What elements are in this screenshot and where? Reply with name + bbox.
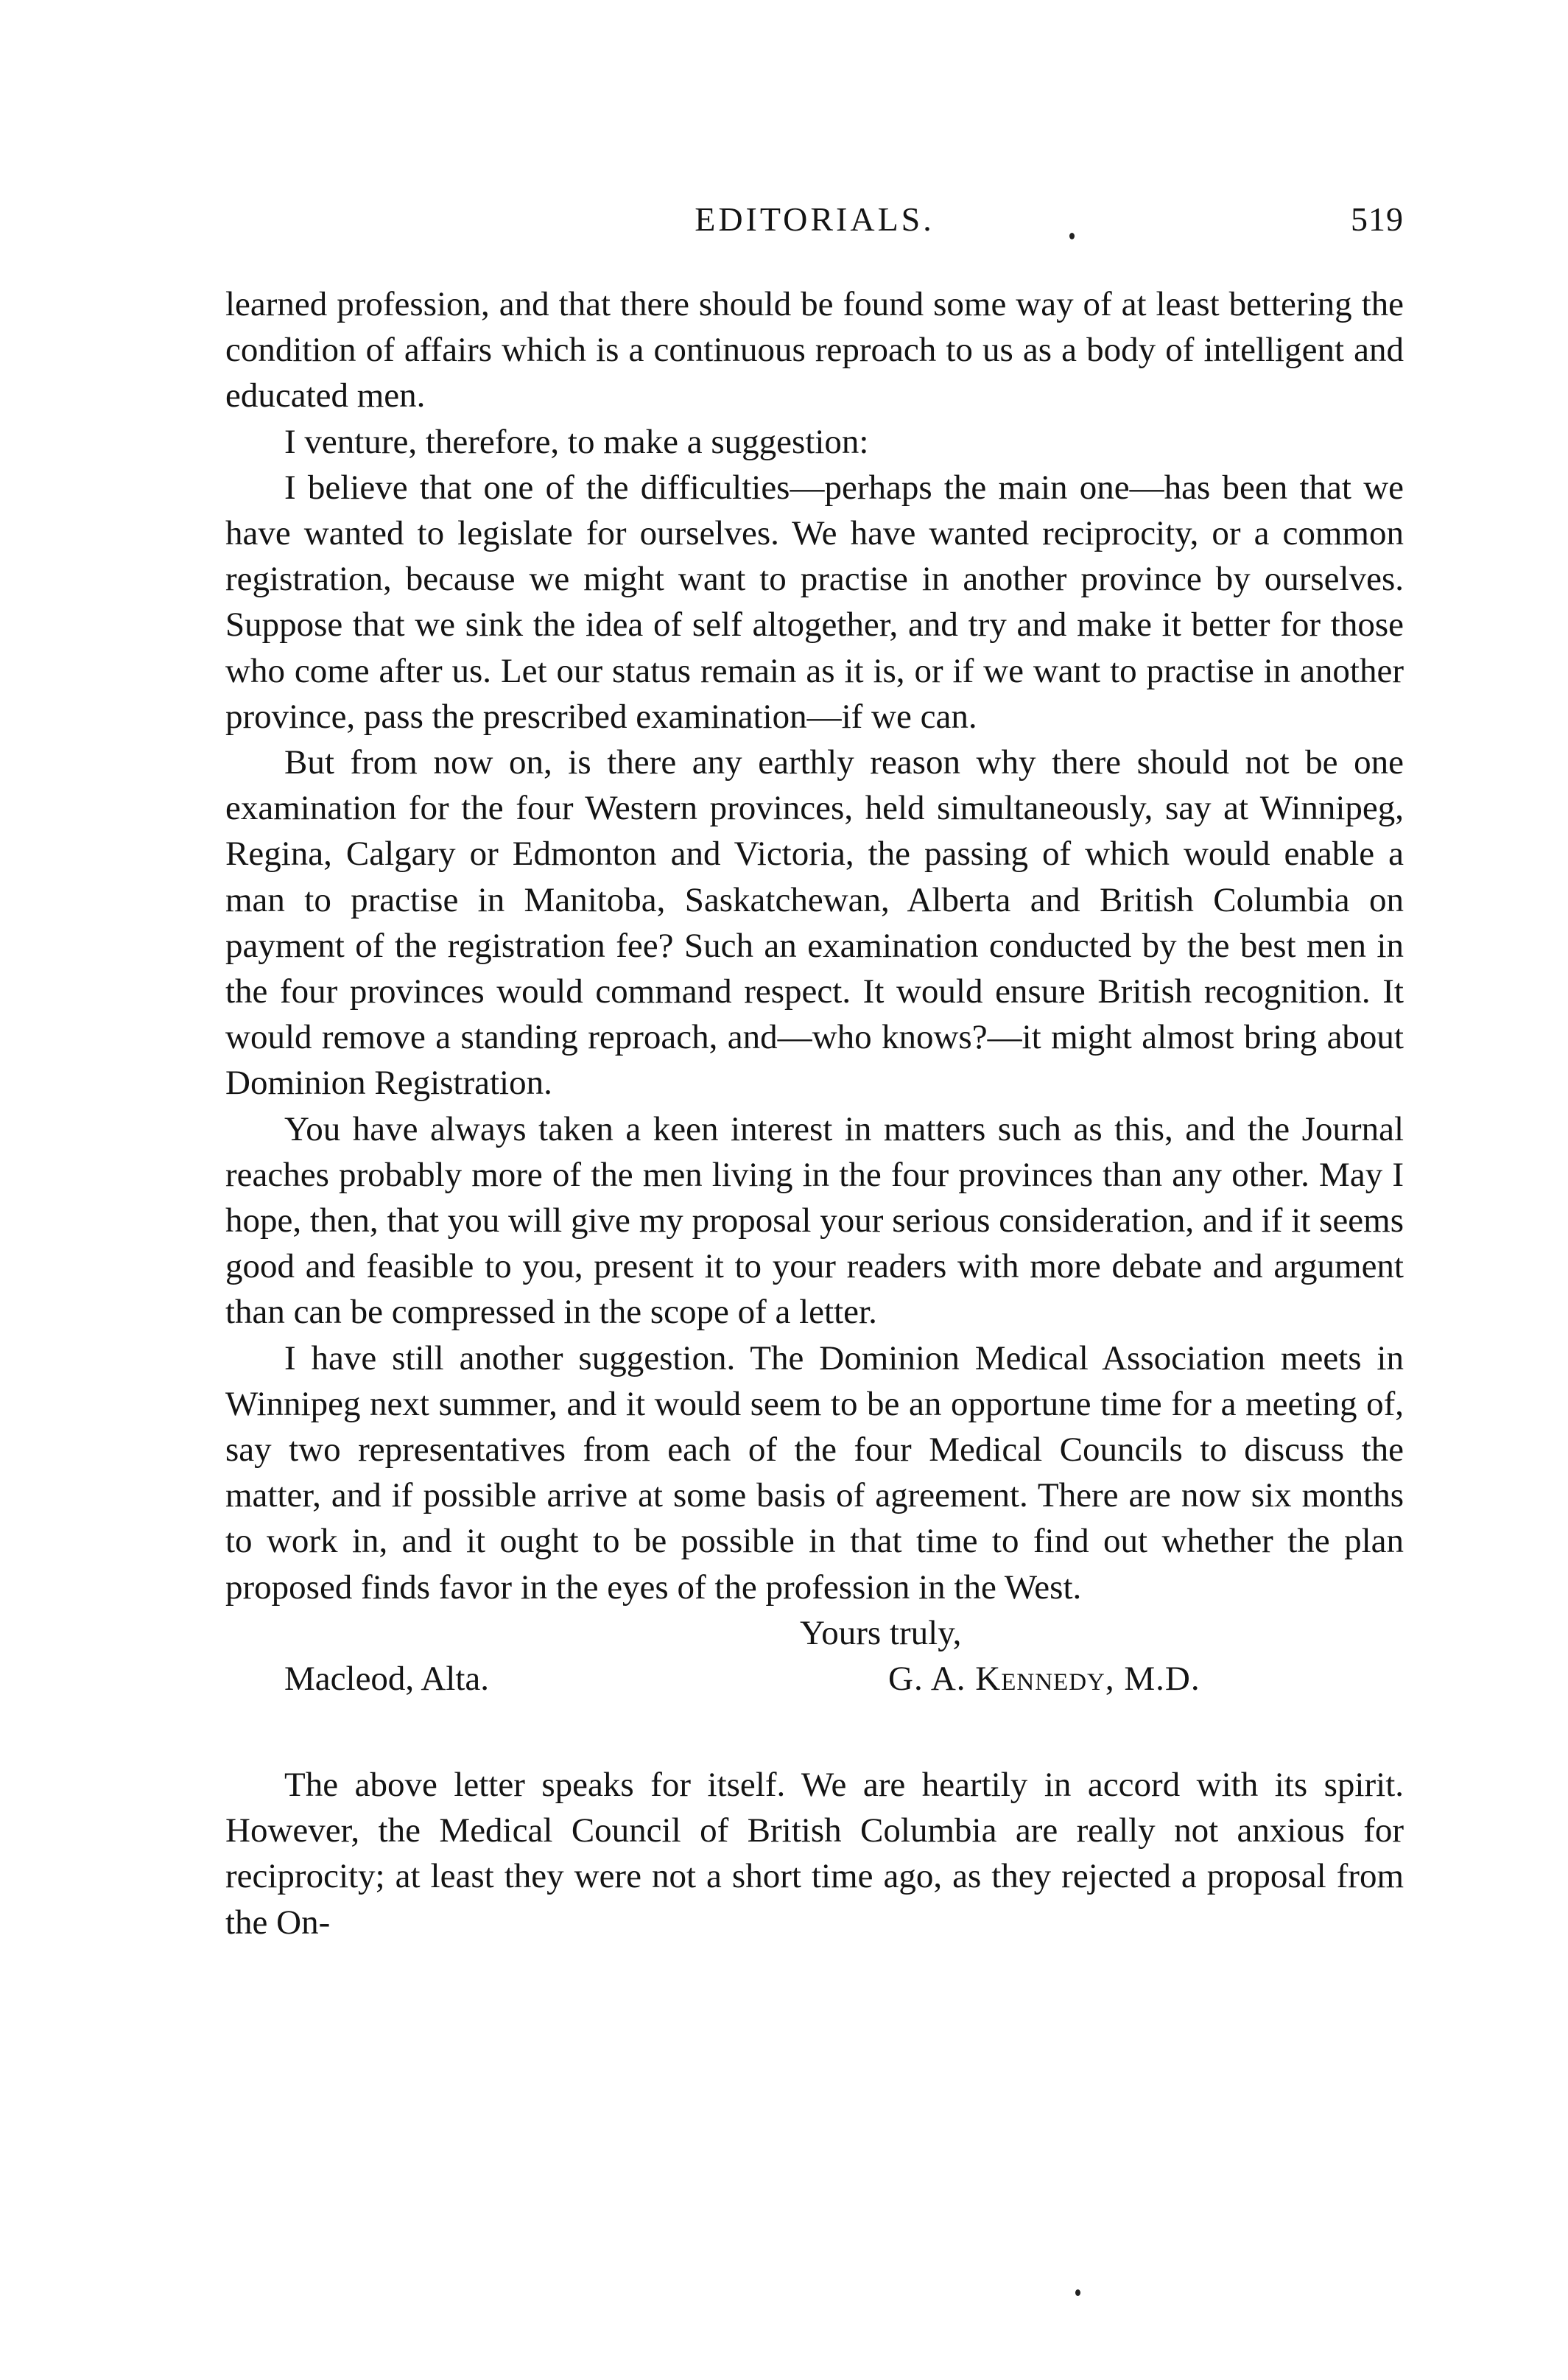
valediction: Yours truly,: [800, 1613, 962, 1652]
letter-closing: [225, 1610, 1404, 1702]
paragraph: I believe that one of the difficulties—perhaps the main one—has been that we have wanted to legislate for ourselves. We have wanted reciprocity, or a common registration, because we might want to practise in another province by ourselves. Suppose that we sink the idea of self altogether, and try and make it better for those who come after us. Let our status remain as it is, or if we want to practise in another province, pass the prescribed examination—if we can.: [225, 468, 1404, 736]
page-header: [225, 197, 1404, 242]
running-head: EDITORIALS.: [695, 200, 935, 238]
article-body: [225, 281, 1404, 1945]
paragraph: But from now on, is there any earthly reason why there should not be one examination for the four Western provinces, held simultaneously, say at Winnipeg, Regina, Calgary or Edmonton and Victoria, the passing of which would enable a man to practise in Manitoba, Saskatchewan, Alberta and British Columbia on payment of the registration fee? Such an examination conducted by the best men in the four provinces would command respect. It would ensure British recognition. It would remove a standing reproach, and—who knows?—it might almost bring about Dominion Registration.: [225, 743, 1404, 1103]
section-gap: [225, 1702, 1404, 1762]
paragraph: You have always taken a keen interest in matters such as this, and the Journal reaches probably more of the men living in the four provinces than any other. May I hope, then, that you will give my proposal your serious consideration, and if it seems good and feasible to you, present it to your readers with more debate and argument than can be compressed in the scope of a letter.: [225, 1109, 1404, 1332]
paragraph: I have still another suggestion. The Dominion Medical Association meets in Winnipeg next summer, and it would seem to be an opportune time for a meeting of, say two representatives from each of the four Medical Councils to discuss the matter, and if possible arrive at some basis of agreement. There are now six months to work in, and it ought to be possible in that time to find out whether the plan proposed finds favor in the eyes of the profession in the West.: [225, 1338, 1404, 1607]
page-number: 519: [1351, 200, 1404, 238]
print-speck: [1069, 233, 1075, 239]
paragraph-continued: learned profession, and that there should be found some way of at least bettering the condition of affairs which is a continuous reproach to us as a body of intelligent and educated men.: [225, 285, 1404, 415]
print-speck: [1075, 2289, 1080, 2296]
paragraph: I venture, therefore, to make a suggestion:: [284, 422, 869, 461]
editorial-paragraph: The above letter speaks for itself. We are heartily in accord with its spirit. However, the Medical Council of British Columbia are really not anxious for reciprocity; at least they were not a short time ago, as they rejected a proposal from the On-: [225, 1765, 1404, 1942]
signature: G. A. Kennedy, M.D.: [888, 1659, 1200, 1698]
letter-place: Macleod, Alta.: [284, 1659, 490, 1698]
